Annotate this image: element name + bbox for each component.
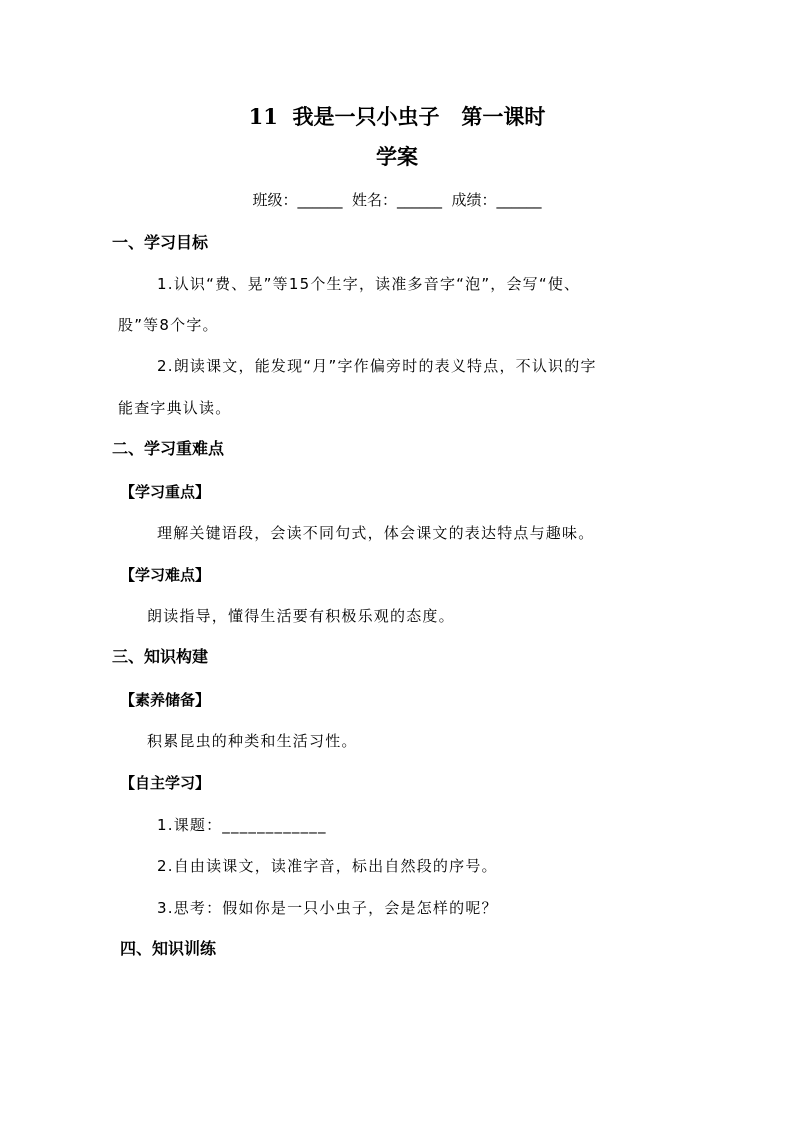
difficulty-text: 朗读指导，懂得生活要有积极乐观的态度。 — [147, 607, 455, 625]
focus-text: 理解关键语段，会读不同句式，体会课文的表达特点与趣味。 — [157, 524, 595, 542]
goal-2-line-1: 2.朗读课文，能发现“月”字作偏旁时的表义特点，不认识的字 — [157, 357, 597, 375]
preparation-label: 【素养储备】 — [120, 691, 211, 709]
document-subtitle: 学案 — [376, 144, 418, 169]
preparation-text: 积累昆虫的种类和生活习性。 — [147, 732, 358, 750]
goal-2-line-2: 能查字典认读。 — [118, 399, 232, 417]
self-study-item-3: 3.思考：假如你是一只小虫子，会是怎样的呢？ — [157, 899, 498, 917]
self-study-item-1: 1.课题：____________ — [157, 816, 327, 834]
difficulty-label: 【学习难点】 — [120, 566, 211, 584]
lesson-title: 11 我是一只小虫子 第一课时 — [248, 104, 546, 129]
self-study-item-2: 2.自由读课文，读准字音，标出自然段的序号。 — [157, 857, 498, 875]
section-heading-practice: 四、知识训练 — [120, 939, 217, 958]
goal-1-line-2: 股”等8个字。 — [118, 316, 219, 334]
student-info-line: 班级：______ 姓名：______ 成绩：______ — [252, 191, 542, 209]
focus-label: 【学习重点】 — [120, 483, 211, 501]
section-heading-key-points: 二、学习重难点 — [112, 439, 225, 458]
section-heading-knowledge-building: 三、知识构建 — [112, 647, 209, 666]
goal-1-line-1: 1.认识“费、晃”等15个生字，读准多音字“泡”，会写“使、 — [157, 275, 581, 293]
section-heading-learning-goals: 一、学习目标 — [112, 233, 209, 252]
self-study-label: 【自主学习】 — [120, 774, 211, 792]
